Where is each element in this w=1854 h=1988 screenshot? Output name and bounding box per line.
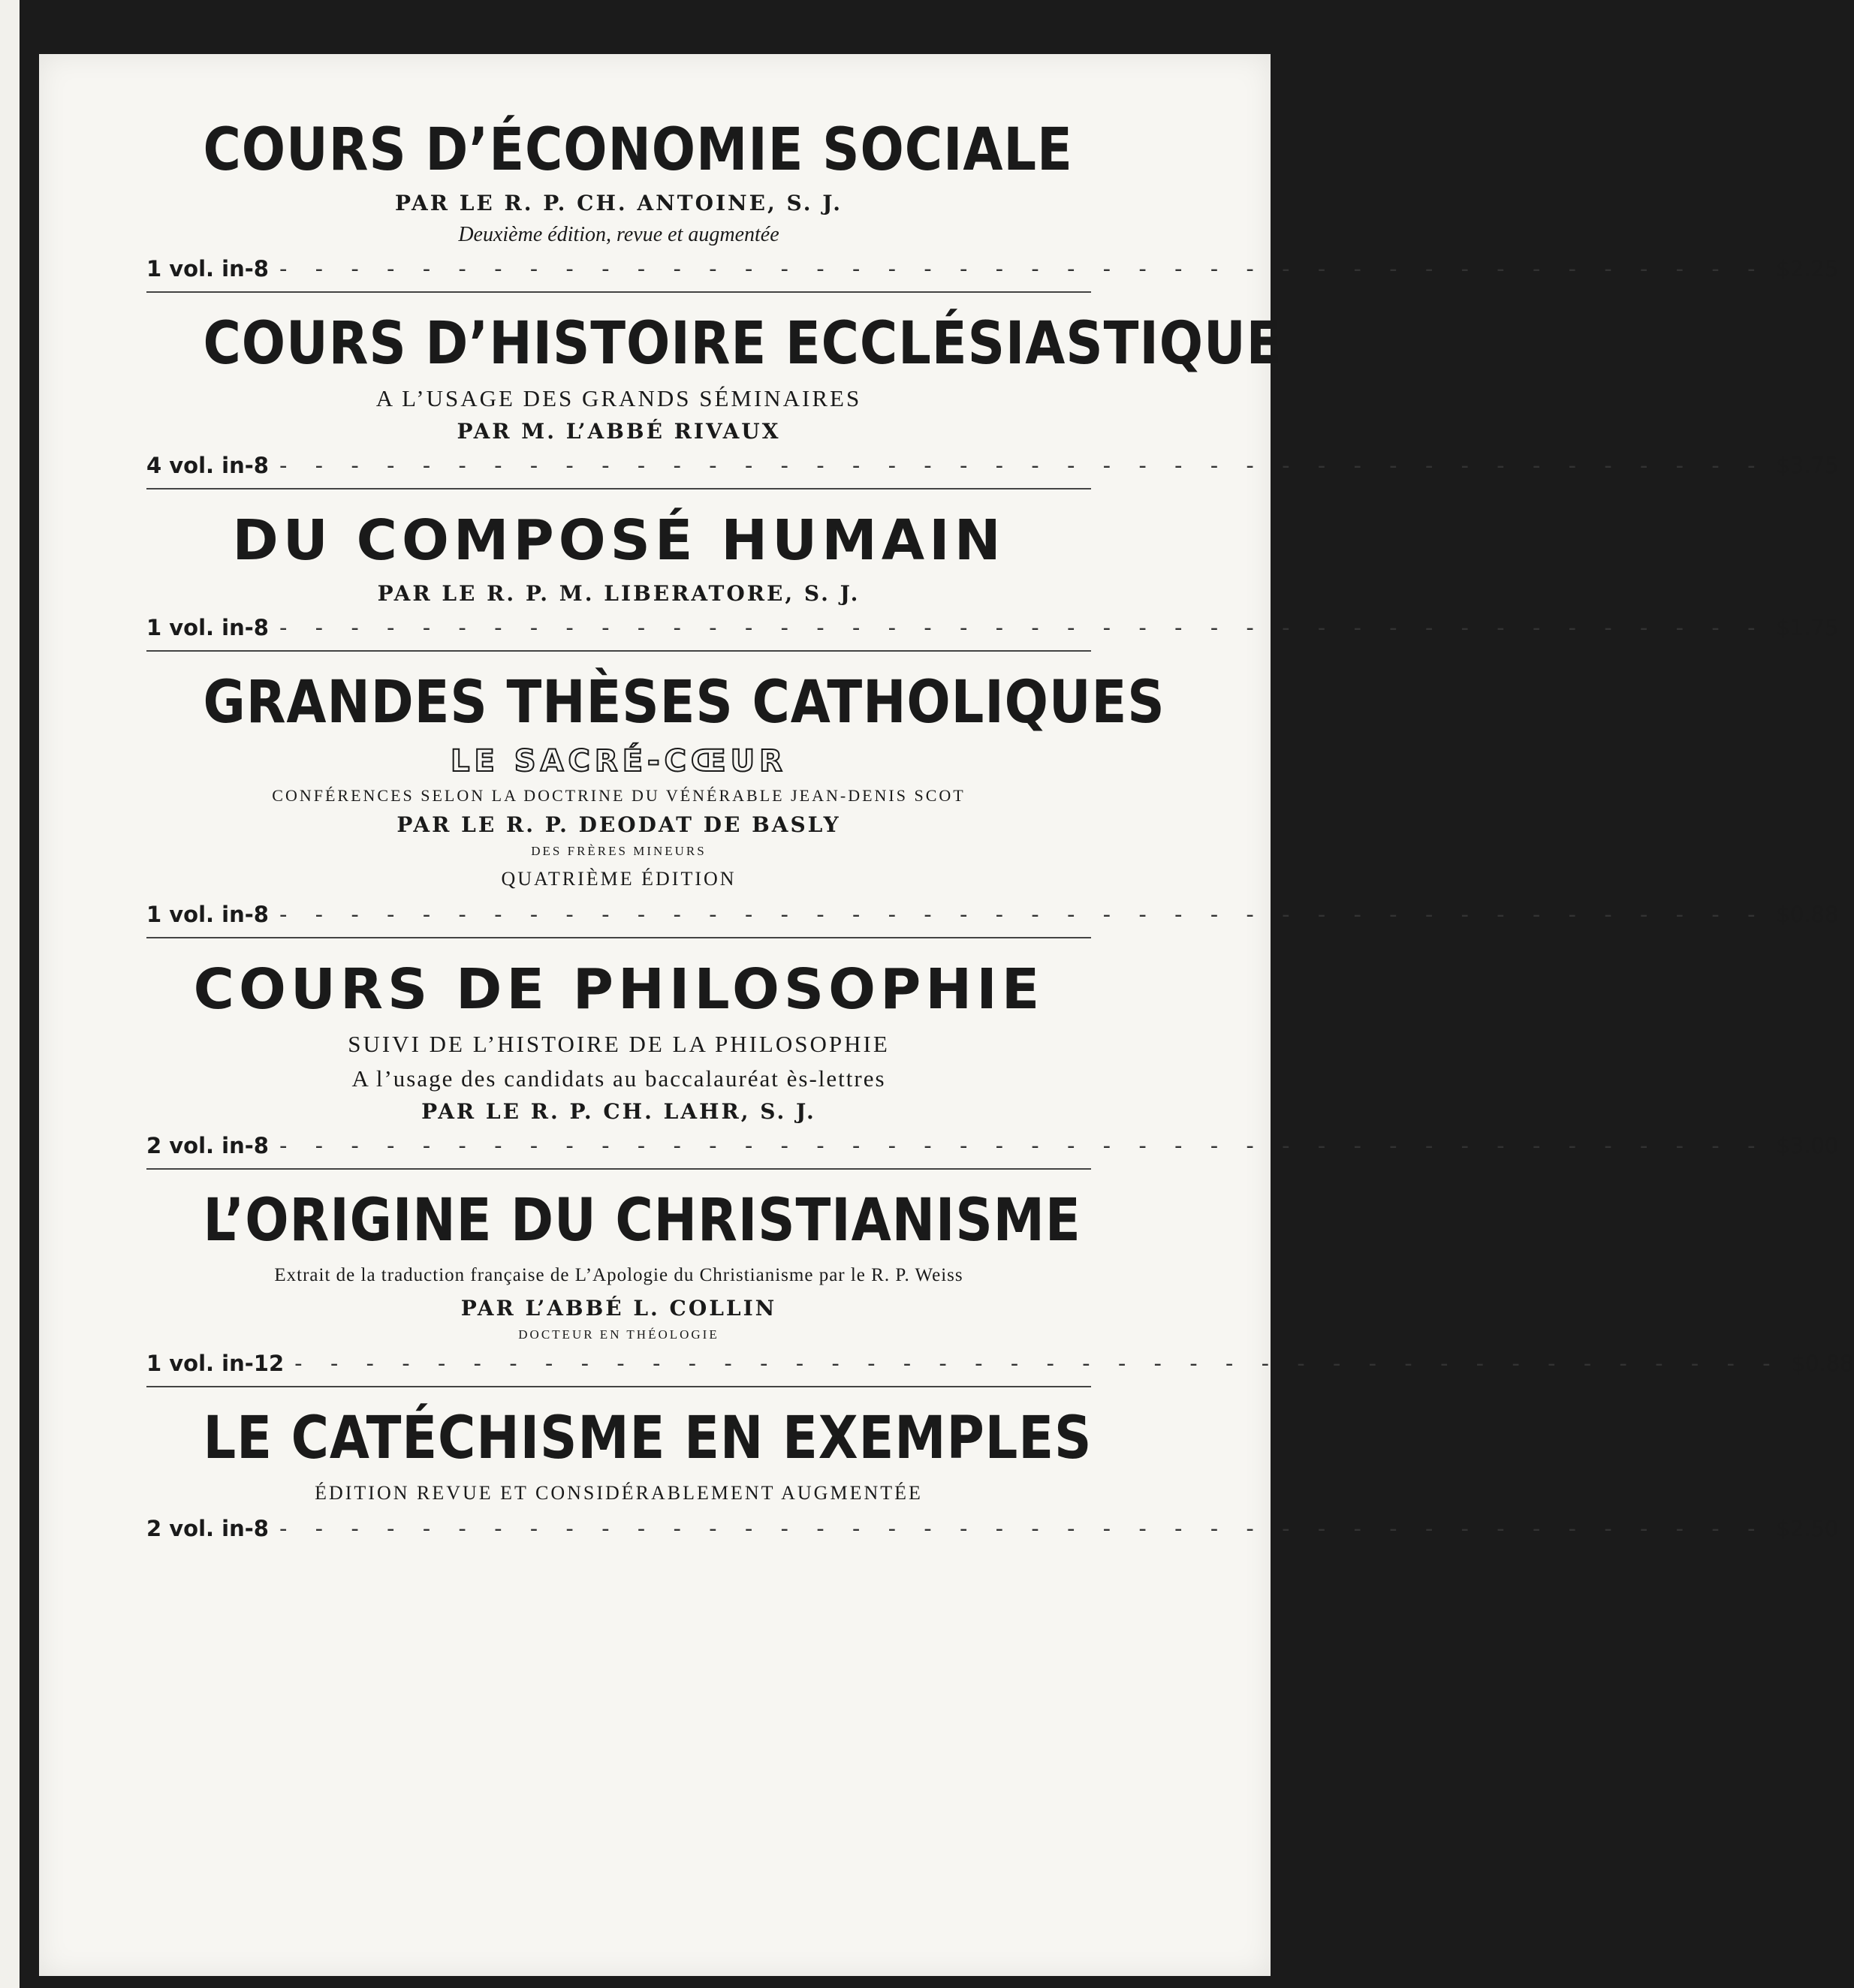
- book-description: A l’usage des candidats au baccalauréat ès-lettres: [351, 1065, 886, 1092]
- book-title: COURS D’HISTOIRE ECCLÉSIASTIQUE: [203, 310, 1283, 378]
- catalog-entry: [146, 665, 1839, 938]
- book-subtitle: LE SACRÉ-CŒUR: [451, 744, 787, 779]
- catalog-entry: [146, 113, 1839, 293]
- price-row: [146, 896, 1839, 932]
- price-row: [146, 251, 1839, 287]
- book-price: $3.00: [1776, 1133, 1839, 1158]
- dot-leader: - - - - - - - - - - - - - - - - - - - - - - - - - - - - - - - - - - - - - - - - - -: [279, 1516, 1766, 1541]
- author-note: DES FRÈRES MINEURS: [531, 844, 707, 858]
- price-row: [146, 1511, 1839, 1547]
- volume-format: 1 vol. in-8: [146, 615, 269, 640]
- book-subtitle: ÉDITION REVUE ET CONSIDÉRABLEMENT AUGMENTÉE: [315, 1482, 923, 1504]
- book-description: CONFÉRENCES SELON LA DOCTRINE DU VÉNÉRABLE JEAN-DENIS SCOT: [272, 786, 966, 805]
- price-row: [146, 610, 1839, 646]
- book-description: Extrait de la traduction française de L’Apologie du Christianisme par le R. P. Weiss: [274, 1265, 963, 1285]
- adjacent-page-edge: [0, 0, 20, 1988]
- price-row: [146, 447, 1839, 483]
- dot-leader: - - - - - - - - - - - - - - - - - - - - - - - - - - - - - - - - - - - - - - - - - -: [279, 453, 1766, 478]
- book-author: PAR L’ABBÉ L. COLLIN: [460, 1296, 777, 1321]
- volume-format: 2 vol. in-8: [146, 1516, 269, 1541]
- book-edition: QUATRIÈME ÉDITION: [501, 868, 737, 890]
- book-author: PAR M. L’ABBÉ RIVAUX: [457, 419, 781, 444]
- book-title: GRANDES THÈSES CATHOLIQUES: [203, 669, 1165, 736]
- catalog-entry: [146, 503, 1839, 652]
- volume-format: 1 vol. in-12: [146, 1351, 285, 1376]
- book-price: $3.75: [1776, 453, 1839, 478]
- catalog-entry: [146, 1183, 1854, 1387]
- book-subtitle: SUIVI DE L’HISTOIRE DE LA PHILOSOPHIE: [348, 1031, 890, 1057]
- book-author: PAR LE R. P. CH. ANTOINE, S. J.: [394, 191, 843, 215]
- dot-leader: - - - - - - - - - - - - - - - - - - - - - - - - - - - - - - - - - - - - - - - - - -: [294, 1351, 1781, 1376]
- price-row: [146, 1345, 1854, 1381]
- book-price: $2.50: [1776, 1516, 1839, 1541]
- book-title: DU COMPOSÉ HUMAIN: [232, 508, 1005, 573]
- book-catalog: [146, 113, 1854, 1565]
- author-note: DOCTEUR EN THÉOLOGIE: [518, 1327, 719, 1342]
- price-row: [146, 1128, 1839, 1164]
- book-title: L’ORIGINE DU CHRISTIANISME: [203, 1187, 1081, 1255]
- book-author: PAR LE R. P. M. LIBERATORE, S. J.: [377, 581, 861, 606]
- catalog-entry: [146, 306, 1839, 489]
- book-price: $2.25: [1776, 256, 1839, 282]
- book-price: $0.88: [1776, 902, 1839, 927]
- book-price: $1.75: [1776, 615, 1839, 640]
- book-author: PAR LE R. P. CH. LAHR, S. J.: [421, 1099, 816, 1124]
- dot-leader: - - - - - - - - - - - - - - - - - - - - - - - - - - - - - - - - - - - - - - - - - -: [279, 615, 1766, 640]
- volume-format: 1 vol. in-8: [146, 902, 269, 927]
- volume-format: 4 vol. in-8: [146, 453, 269, 478]
- dot-leader: - - - - - - - - - - - - - - - - - - - - - - - - - - - - - - - - - - - - - - - - - -: [279, 256, 1766, 282]
- book-title: LE CATÉCHISME EN EXEMPLES: [203, 1405, 1093, 1472]
- book-author: PAR LE R. P. DEODAT DE BASLY: [396, 812, 841, 837]
- book-subtitle: A L’USAGE DES GRANDS SÉMINAIRES: [375, 385, 862, 411]
- book-title: COURS D’ÉCONOMIE SOCIALE: [203, 116, 1073, 184]
- dot-leader: - - - - - - - - - - - - - - - - - - - - - - - - - - - - - - - - - - - - - - - - - -: [279, 902, 1766, 927]
- dot-leader: - - - - - - - - - - - - - - - - - - - - - - - - - - - - - - - - - - - - - - - - - -: [279, 1133, 1766, 1158]
- book-price: $0.88: [1791, 1351, 1854, 1376]
- catalog-entry: [146, 952, 1839, 1170]
- volume-format: 1 vol. in-8: [146, 256, 269, 282]
- volume-format: 2 vol. in-8: [146, 1133, 269, 1158]
- book-title: COURS DE PHILOSOPHIE: [193, 957, 1045, 1022]
- catalog-entry: [146, 1401, 1839, 1551]
- book-note: Deuxième édition, revue et augmentée: [458, 223, 779, 246]
